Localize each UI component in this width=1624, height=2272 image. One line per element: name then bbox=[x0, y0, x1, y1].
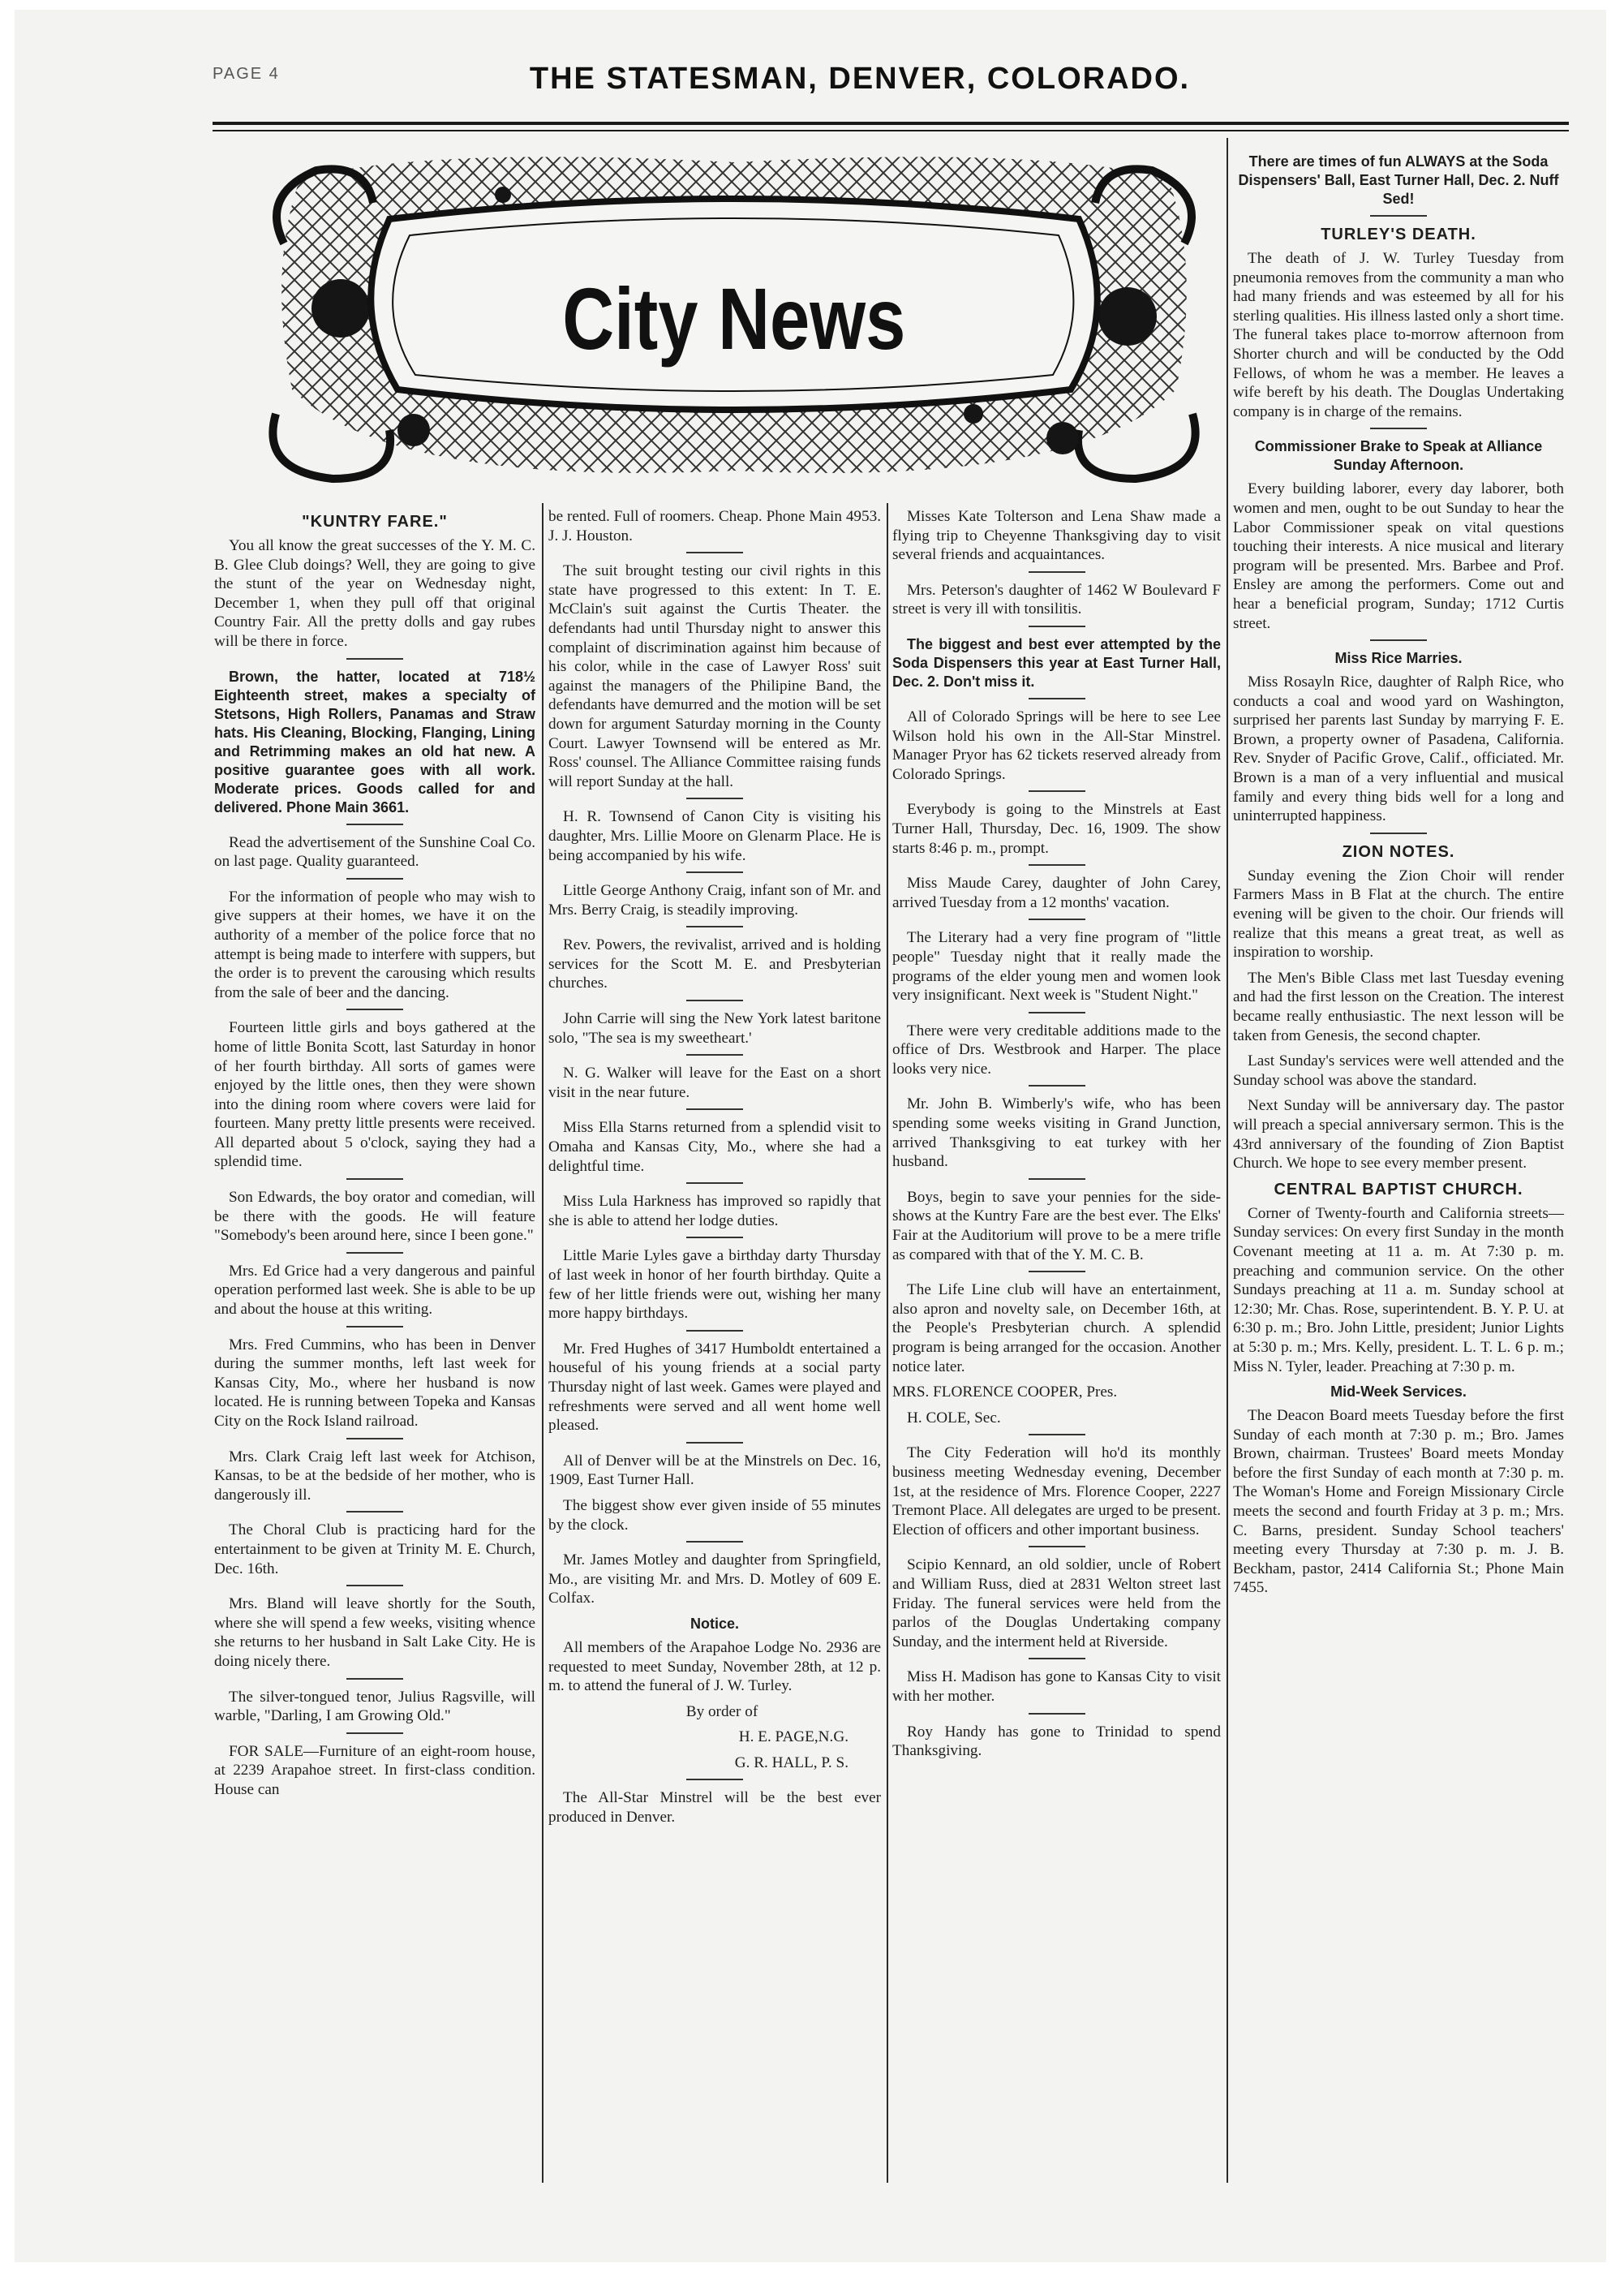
classified-for-sale: FOR SALE—Furniture of an eight-room house, at 2239 Arapahoe street. In first-class condition. House can bbox=[214, 1742, 535, 1798]
notice-signature: H. COLE, Sec. bbox=[907, 1409, 1001, 1426]
article-divider bbox=[1029, 1434, 1085, 1435]
article-divider bbox=[1370, 639, 1427, 641]
advertisement-soda-dispensers: The biggest and best ever attempted by the Soda Dispensers this year at East Turner Hall, Dec. 2. Don't miss it. bbox=[892, 635, 1221, 690]
article-paragraph: H. R. Townsend of Canon City is visiting his daughter, Mrs. Lillie Moore on Glenarm Place. He is being accompanied by his wife. bbox=[548, 808, 881, 864]
article-paragraph: Last Sunday's services were well attended and the Sunday school was above the standard. bbox=[1233, 1052, 1564, 1089]
article-divider bbox=[346, 824, 403, 825]
column-rule bbox=[542, 503, 543, 2183]
article-paragraph: The Life Line club will have an entertainment, also apron and novelty sale, on December 16th, at the People's Presbyterian church. A splendid program is being arranged for the occasion. Another notice later. bbox=[892, 1281, 1221, 1375]
article-paragraph: The death of J. W. Turley Tuesday from pneumonia removes from the community a man who had many friends and was esteemed by all for his sterling qualities. His illness lasted only a short time. The funeral takes place to-morrow afternoon from Shorter church and will be conducted by the Odd Fellows, of whom he was a member. He leaves a wife bereft by his death. The Douglas Undertaking company is in charge of the remains. bbox=[1233, 250, 1564, 420]
article-divider bbox=[686, 1330, 743, 1332]
article-paragraph: Son Edwards, the boy orator and comedian, will be there with the goods. He will feature "Somebody's been around here, since I been gone." bbox=[214, 1189, 535, 1245]
article-divider bbox=[1029, 1658, 1085, 1659]
article-divider bbox=[346, 1252, 403, 1254]
article-divider bbox=[686, 552, 743, 553]
article-paragraph: Everybody is going to the Minstrels at East Turner Hall, Thursday, Dec. 16, 1909. The show starts 8:46 p. m., prompt. bbox=[892, 801, 1221, 857]
article-paragraph: Mrs. Ed Grice had a very dangerous and painful operation performed last week. She is able to be up and about the house at this writing. bbox=[214, 1262, 535, 1319]
article-paragraph: The City Federation will ho'd its monthly business meeting Wednesday evening, December 1st, at the residence of Mrs. Florence Cooper, 2227 Tremont Place. All delegates are urged to be present. Election of officers and other important business. bbox=[892, 1444, 1221, 1538]
article-divider bbox=[1029, 571, 1085, 573]
column-rule bbox=[887, 503, 888, 2183]
article-paragraph: Mr. James Motley and daughter from Springfield, Mo., are visiting Mr. and Mrs. D. Motley of 609 E. Colfax. bbox=[548, 1551, 881, 1607]
headline-turley-death: TURLEY'S DEATH. bbox=[1321, 226, 1476, 243]
article-paragraph: Boys, begin to save your pennies for the side-shows at the Kuntry Fare are the best ever. The Elks' Fair at the Auditorium will prove to be a mere trifle as compared with that of the Y. M. C. B. bbox=[892, 1188, 1221, 1263]
banner-title: City News bbox=[562, 269, 906, 368]
article-paragraph: All of Denver will be at the Minstrels on Dec. 16, 1909, East Turner Hall. bbox=[548, 1452, 881, 1489]
article-divider bbox=[1029, 1178, 1085, 1180]
article-divider bbox=[1029, 1085, 1085, 1087]
article-divider bbox=[686, 1541, 743, 1543]
article-divider bbox=[1029, 790, 1085, 792]
notice-signature: H. E. PAGE,N.G. bbox=[738, 1728, 849, 1746]
masthead-rule-thin bbox=[213, 130, 1569, 131]
article-paragraph: You all know the great successes of the Y. M. C. B. Glee Club doings? Well, they are going to give the stunt of the year on Wednesday night, December 1, when they pull off that original Country Fair. All the pretty dolls and gay rubes will be there in force. bbox=[214, 537, 535, 650]
article-paragraph: Corner of Twenty-fourth and California streets—Sunday services: On every first Sunday in the month Covenant meeting at 11 a. m. At 7:30 p. m. preaching and communion service. On the other Sundays preaching at 11 a. m. Sunday school at 12:30; Mr. Chas. Rose, superintendent. B. Y. P. U. at 6:30 p. m.; Bro. John Little, president; Junior Lights at 5:30 p. m.; Mrs. Kelly, president. L. T. L. 6 p. m.; Miss N. Tyler, leader. Preaching at 7:30 p. m. bbox=[1233, 1204, 1564, 1375]
article-paragraph: The silver-tongued tenor, Julius Ragsville, will warble, "Darling, I am Growing Old." bbox=[214, 1688, 535, 1725]
headline-central-baptist: CENTRAL BAPTIST CHURCH. bbox=[1274, 1180, 1523, 1198]
notice-signature: G. R. HALL, P. S. bbox=[734, 1753, 849, 1771]
column-4 bbox=[1233, 153, 1564, 1604]
masthead: THE STATESMAN, DENVER, COLORADO. bbox=[529, 62, 1191, 96]
article-paragraph: Mr. John B. Wimberly's wife, who has been spending some weeks visiting in Grand Junction, arrived Thanksgiving to eat turkey with her husband. bbox=[892, 1095, 1221, 1171]
headline-notice: Notice. bbox=[690, 1615, 739, 1632]
article-paragraph: Roy Handy has gone to Trinidad to spend Thanksgiving. bbox=[892, 1723, 1221, 1760]
article-paragraph: The Choral Club is practicing hard for the entertainment to be given at Trinity M. E. Church, Dec. 16th. bbox=[214, 1521, 535, 1577]
article-divider bbox=[1029, 1713, 1085, 1715]
advertisement-soda-ball: There are times of fun ALWAYS at the Soda Dispensers' Ball, East Turner Hall, Dec. 2. Nuff Sed! bbox=[1238, 153, 1559, 207]
article-divider bbox=[686, 926, 743, 927]
article-paragraph: Every building laborer, every day laborer, both women and men, ought to be out Sunday to hear the Labor Commissioner speak on vital questions touching their interests. A nice musical and literary program will be presented. Mrs. Barbee and Prof. Ensley are among the performers. Come out and hear a beneficial program, Sunday; 1712 Curtis street. bbox=[1233, 480, 1564, 632]
article-divider bbox=[346, 1678, 403, 1680]
article-divider bbox=[346, 658, 403, 660]
headline-commissioner-brake: Commissioner Brake to Speak at Alliance Sunday Afternoon. bbox=[1254, 438, 1543, 474]
article-divider bbox=[1029, 1271, 1085, 1272]
article-paragraph: Scipio Kennard, an old soldier, uncle of Robert and William Russ, died at 2831 Welton street last Friday. The funeral services were held from the parlos of the Douglas Undertaking company Sunday, and the interment held at Riverside. bbox=[892, 1556, 1221, 1650]
article-divider bbox=[686, 1182, 743, 1184]
article-paragraph: Little Marie Lyles gave a birthday darty Thursday of last week in honor of her fourth birthday. Quite a few of her little friends were out, wishing her many more happy birthdays. bbox=[548, 1247, 881, 1323]
article-divider bbox=[1029, 698, 1085, 699]
article-paragraph: be rented. Full of roomers. Cheap. Phone Main 4953. J. J. Houston. bbox=[548, 508, 881, 544]
article-divider bbox=[346, 1009, 403, 1010]
article-paragraph: The suit brought testing our civil rights in this state have progressed to this extent: In T. E. McClain's suit against the Curtis Theater. the defendants had until Thursday night to answer this complaint of discrimination against him because of his color, while in the case of Lawyer Ross' suit against the managers of the Philipine Band, the defendants have demurred and the motion will be set down for argument Saturday morning in the County Court. Lawyer Townsend will be entered as Mr. Ross' counsel. The Alliance Committee raising funds will report Sunday at the hall. bbox=[548, 562, 881, 790]
article-divider bbox=[1029, 919, 1085, 920]
notice-signature: MRS. FLORENCE COOPER, Pres. bbox=[892, 1383, 1118, 1401]
article-paragraph: The Deacon Board meets Tuesday before the first Sunday of each month at 7:30 p. m.; Bro. James Brown, chairman. Trustees' Board meets Monday before the first Sunday of each month at 7:30 p. m. The Woman's Home and Foreign Missionary Circle meets the second and fourth Friday at 3 p. m.; Mrs. C. Barns, president. Sunday School teachers' meeting every Thursday at 7:30 p. m. J. B. Beckham, pastor, 2414 California St.; Phone Main 7455. bbox=[1233, 1407, 1564, 1597]
article-paragraph: Read the advertisement of the Sunshine Coal Co. on last page. Quality guaranteed. bbox=[214, 833, 535, 871]
article-divider bbox=[346, 1438, 403, 1439]
article-paragraph: Mr. Fred Hughes of 3417 Humboldt entertained a houseful of his young friends at a social party Thursday night of last week. Games were played and refreshments were served and all went home well pleased. bbox=[548, 1340, 881, 1435]
article-paragraph: Miss Maude Carey, daughter of John Carey, arrived Tuesday from a 12 months' vacation. bbox=[892, 875, 1221, 911]
article-paragraph: Next Sunday will be anniversary day. The pastor will preach a special anniversary sermon. This is the 43rd anniversary of the founding of Zion Baptist Church. We hope to see every member present. bbox=[1233, 1097, 1564, 1173]
advertisement-brown-hatter: Brown, the hatter, located at 718½ Eighteenth street, makes a specialty of Stetsons, High Rollers, Panamas and Straw hats. His Cleaning, Blocking, Flanging, Lining and Retrimming makes an old hat new. A positive guarantee goes with all work. Moderate prices. Goods called for and delivered. Phone Main 3661. bbox=[214, 668, 535, 815]
article-divider bbox=[686, 798, 743, 799]
article-divider bbox=[1029, 864, 1085, 866]
article-paragraph: There were very creditable additions made to the office of Drs. Westbrook and Harper. The place looks very nice. bbox=[892, 1022, 1221, 1078]
article-paragraph: The Men's Bible Class met last Tuesday evening and had the first lesson on the Creation. The interest became really enthusiastic. The next lesson will be taken from Genesis, the second chapter. bbox=[1233, 969, 1564, 1044]
city-news-banner bbox=[268, 146, 1201, 487]
article-divider bbox=[1029, 626, 1085, 627]
article-paragraph: John Carrie will sing the New York latest baritone solo, "The sea is my sweetheart.' bbox=[548, 1010, 881, 1047]
notice-signature: By order of bbox=[685, 1702, 758, 1720]
article-paragraph: N. G. Walker will leave for the East on a short visit in the near future. bbox=[548, 1065, 881, 1101]
article-divider bbox=[686, 1779, 743, 1780]
article-divider bbox=[346, 1511, 403, 1513]
article-divider bbox=[686, 1108, 743, 1110]
headline-zion-notes: ZION NOTES. bbox=[1342, 842, 1455, 861]
article-divider bbox=[1370, 833, 1427, 834]
article-paragraph: Little George Anthony Craig, infant son of Mr. and Mrs. Berry Craig, is steadily improving. bbox=[548, 882, 881, 919]
article-paragraph: Mrs. Bland will leave shortly for the South, where she will spend a few weeks, visiting whence she returns to her husband in Salt Lake City. He is doing nicely there. bbox=[214, 1595, 535, 1670]
headline-rice-marries: Miss Rice Marries. bbox=[1334, 650, 1463, 667]
article-paragraph: Miss H. Madison has gone to Kansas City to visit with her mother. bbox=[892, 1668, 1221, 1705]
article-paragraph: Mrs. Peterson's daughter of 1462 W Boulevard F street is very ill with tonsilitis. bbox=[892, 581, 1221, 618]
article-divider bbox=[686, 1442, 743, 1444]
article-divider bbox=[686, 1000, 743, 1001]
article-paragraph: The biggest show ever given inside of 55 minutes by the clock. bbox=[548, 1496, 881, 1534]
article-paragraph: Mrs. Fred Cummins, who has been in Denver during the summer months, left last week for Kansas City, Mo., where her husband is now located. He is running between Topeka and Kansas City on the Rock Island railroad. bbox=[214, 1336, 535, 1430]
article-divider bbox=[1370, 215, 1427, 217]
page-label: PAGE 4 bbox=[213, 65, 280, 83]
article-paragraph: All of Colorado Springs will be here to see Lee Wilson hold his own in the All-Star Minstrel. Manager Pryor has 62 tickets reserved already from Colorado Springs. bbox=[892, 708, 1221, 783]
article-divider bbox=[346, 878, 403, 880]
article-paragraph: For the information of people who may wish to give suppers at their homes, we have it on the authority of a member of the police force that no attempt is being made to interfere with suppers, but the order is to prevent the carousing which results from the sale of beer and the dancing. bbox=[214, 888, 535, 1001]
article-divider bbox=[686, 871, 743, 873]
article-paragraph: Rev. Powers, the revivalist, arrived and is holding services for the Scott M. E. and Presbyterian churches. bbox=[548, 936, 881, 992]
article-divider bbox=[346, 1326, 403, 1327]
article-paragraph: Miss Lula Harkness has improved so rapidly that she is able to attend her lodge duties. bbox=[548, 1193, 881, 1229]
article-divider bbox=[1370, 428, 1427, 429]
headline-mid-week-services: Mid-Week Services. bbox=[1330, 1383, 1467, 1401]
article-paragraph: Sunday evening the Zion Choir will render Farmers Mass in B Flat at the church. The entire evening will be given to the choir. Our friends will realize that this means a great treat, as well as inspiration to worship. bbox=[1233, 867, 1564, 962]
article-paragraph: All members of the Arapahoe Lodge No. 2936 are requested to meet Sunday, November 28th, at 12 p. m. to attend the funeral of J. W. Turley. bbox=[548, 1638, 881, 1695]
article-paragraph: Miss Rosayln Rice, daughter of Ralph Rice, who conducts a coal and wood yard on Washington, surprised her parents last Sunday by marrying F. E. Brown, a property owner of Pasadena, California. Rev. Snyder of Pacific Grove, Calif., officiated. Mr. Brown is a man of a very influential and musical family and every thing bids well for a long and uninterrupted happiness. bbox=[1233, 673, 1564, 825]
article-paragraph: Mrs. Clark Craig left last week for Atchison, Kansas, to be at the bedside of her mother, who is dangerously ill. bbox=[214, 1448, 535, 1504]
column-1 bbox=[214, 507, 535, 1806]
article-divider bbox=[1029, 1546, 1085, 1547]
article-divider bbox=[686, 1054, 743, 1056]
article-divider bbox=[346, 1732, 403, 1734]
article-paragraph: Fourteen little girls and boys gathered at the home of little Bonita Scott, last Saturday in honor of her fourth birthday. All sorts of games were enjoyed by the little ones, then they were shown into the dining room where covers were laid for fourteen. Many pretty little presents were received. All departed about 5 o'clock, saying they had a splendid time. bbox=[214, 1019, 535, 1171]
article-paragraph: Miss Ella Starns returned from a splendid visit to Omaha and Kansas City, Mo., where she had a delightful time. bbox=[548, 1119, 881, 1175]
article-paragraph: Misses Kate Tolterson and Lena Shaw made a flying trip to Cheyenne Thanksgiving day to visit several friends and acquaintances. bbox=[892, 508, 1221, 564]
article-divider bbox=[686, 1237, 743, 1238]
article-divider bbox=[346, 1178, 403, 1180]
headline-kuntry-fare: "KUNTRY FARE." bbox=[302, 513, 448, 531]
article-divider bbox=[346, 1585, 403, 1586]
column-2 bbox=[548, 507, 881, 1834]
masthead-rule bbox=[213, 122, 1569, 125]
column-3 bbox=[892, 507, 1221, 1767]
article-paragraph: The Literary had a very fine program of "little people" Tuesday night that it really made the programs of the elder young men and women look very insignificant. Next week is "Student Night." bbox=[892, 929, 1221, 1005]
article-paragraph: The All-Star Minstrel will be the best ever produced in Denver. bbox=[548, 1789, 881, 1827]
column-rule bbox=[1227, 138, 1228, 2183]
article-divider bbox=[1029, 1012, 1085, 1013]
